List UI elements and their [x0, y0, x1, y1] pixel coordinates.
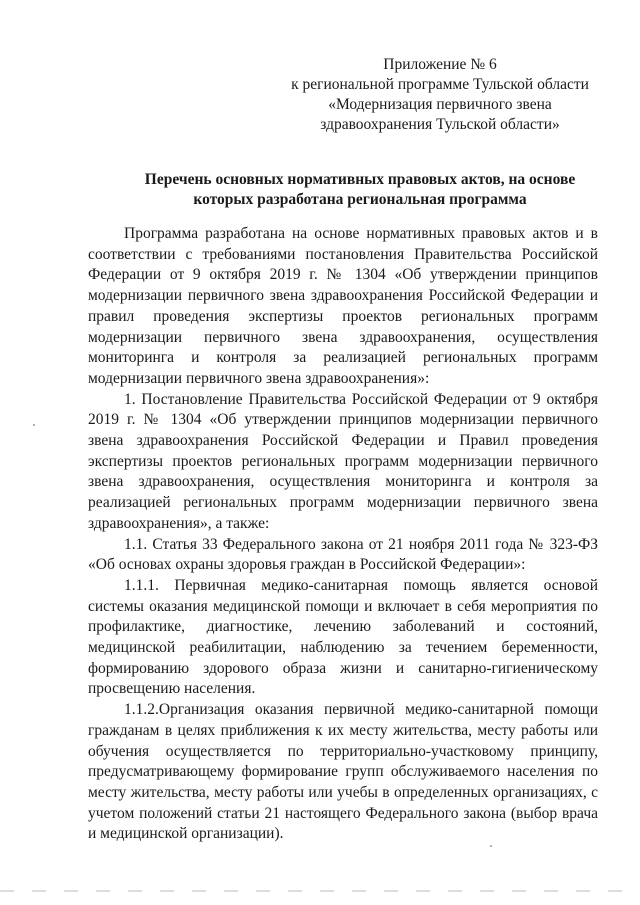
appendix-program-name-2: здравоохранения Тульской области»: [320, 116, 560, 133]
item-1-1-2-paragraph: 1.1.2.Организация оказания первичной медико-санитарной помощи гражданам в целях приближения к их месту жительства, месту работы или обучения осуществляется по территориально-участковому принципу, предусматривающему формирование групп обслуживаемого населения по месту жительства, месту работы или учебы в определенных организациях, с учетом положений статьи 21 настоящего Федерального закона (выбор врача и медицинской организации).: [88, 701, 598, 843]
scan-speck: [33, 424, 35, 426]
appendix-program-ref: к региональной программе Тульской области: [291, 76, 589, 93]
appendix-number: Приложение № 6: [383, 56, 497, 73]
appendix-header: [290, 55, 590, 135]
scan-bottom-edge: [0, 890, 640, 892]
item-1-1-1-paragraph: 1.1.1. Первичная медико-санитарная помощь является основой системы оказания медицинской помощи и включает в себя мероприятия по профилактике, диагностике, лечению заболеваний и состояний, медицинской реабилитации, наблюдению за течением беременности, формированию здорового образа жизни и санитарно-гигиеническому просвещению населения.: [88, 576, 598, 698]
title-line-1: Перечень основных нормативных правовых актов, на основе: [144, 171, 576, 188]
document-title: [130, 170, 590, 210]
item-1-paragraph: 1. Постановление Правительства Российской Федерации от 9 октября 2019 г. № 1304 «Об утверждении принципов модернизации первичного звена здравоохранения Российской Федерации и Правил проведения экспертизы проектов региональных программ модернизации первичного звена здравоохранения, осуществления мониторинга и контроля за реализацией региональных программ модернизации первичного звена здравоохранения», а также:: [88, 390, 598, 532]
document-body: [88, 224, 598, 845]
title-line-2: которых разработана региональная программа: [193, 191, 527, 208]
item-1-1-paragraph: 1.1. Статья 33 Федерального закона от 21 ноября 2011 года № 323-ФЗ «Об основах охраны здоровья граждан в Российской Федерации»:: [88, 535, 598, 574]
appendix-program-name-1: «Модернизация первичного звена: [328, 96, 552, 113]
intro-paragraph: Программа разработана на основе нормативных правовых актов и в соответствии с требованиями постановления Правительства Российской Федерации от 9 октября 2019 г. № 1304 «Об утверждении принципов модернизации первичного звена здравоохранения Российской Федерации и правил проведения экспертизы проектов региональных программ модернизации первичного звена здравоохранения, осуществления мониторинга и контроля за реализацией региональных программ модернизации первичного звена здравоохранения»:: [88, 225, 598, 387]
scan-speck: [490, 845, 492, 847]
